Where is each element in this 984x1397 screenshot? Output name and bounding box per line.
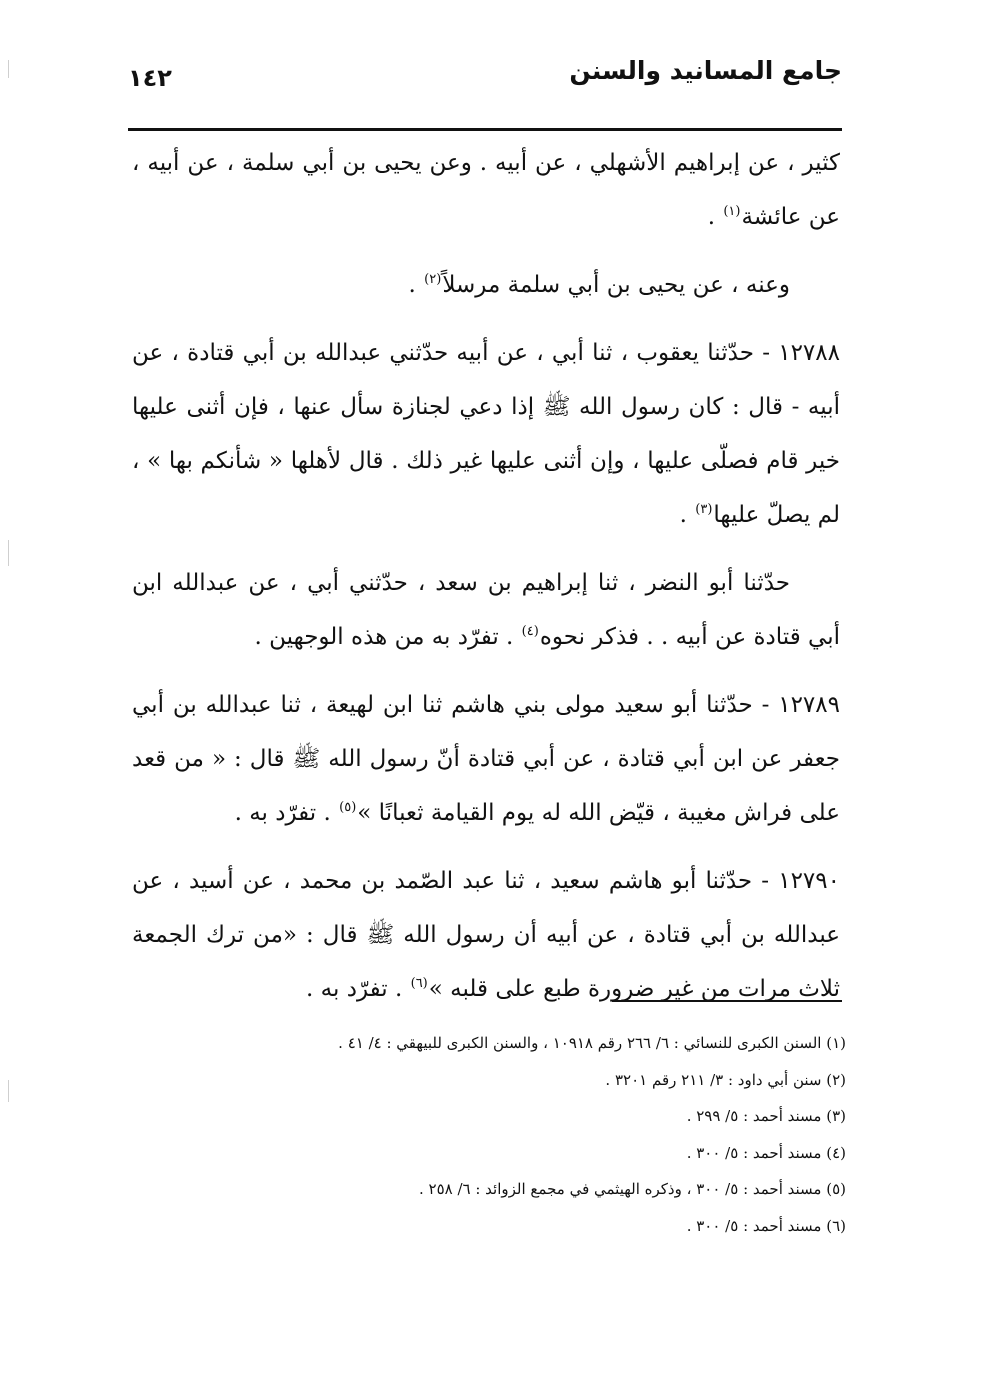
footnote: (٤) مسند أحمد : ٥/ ٣٠٠ . (686, 1143, 846, 1162)
footnotes (186, 1025, 846, 1245)
page-header (128, 52, 842, 116)
paragraph-tail: . تفرّد به من هذه الوجهين . (254, 624, 521, 650)
scan-margin-mark (8, 1080, 9, 1102)
footnote-ref: (٥) (339, 800, 357, 816)
paragraph-text: ١٢٧٩٠ - حدّثنا أبو هاشم سعيد ، ثنا عبد الصّمد بن محمد ، عن أسيد ، عن عبدالله بن أبي قتادة ، عن أبيه أن رسول الله ﷺ قال : «من ترك الجمعة ثلاث مرات من غير ضرورة طبع على قلبه » (132, 868, 840, 1002)
footnote: (١) السنن الكبرى للنسائي : ٦/ ٢٦٦ رقم ١٠٩١٨ ، والسنن الكبرى للبيهقي : ٤/ ٤١ . (338, 1034, 846, 1052)
hadith-12788 (132, 326, 840, 542)
paragraph-tail: . (707, 204, 723, 230)
paragraph-tail: . تفرّد به . (306, 976, 410, 1002)
footnote: (٣) مسند أحمد : ٥/ ٢٩٩ . (686, 1107, 846, 1126)
paragraph (132, 136, 840, 244)
paragraph-text: ١٢٧٨٨ - حدّثنا يعقوب ، ثنا أبي ، عن أبيه حدّثني عبدالله بن أبي قتادة ، عن أبيه - قال : كان رسول الله ﷺ إذا دعي لجنازة سأل عنها ، فإن أثنى عليها خير قام فصلّى عليها ، وإن أثنى عليها غير ذلك . قال لأهلها « شأنكم بها » ، لم يصلّ عليها (132, 340, 840, 528)
scan-margin-mark (8, 540, 9, 566)
footnote: (٦) مسند أحمد : ٥/ ٣٠٠ . (686, 1216, 846, 1235)
paragraph-tail: . تفرّد به . (234, 800, 339, 826)
footnote-ref: (٣) (695, 502, 713, 518)
footnote-separator (612, 1000, 842, 1002)
paragraph-text: ١٢٧٨٩ - حدّثنا أبو سعيد مولى بني هاشم ثنا ابن لهيعة ، ثنا عبدالله بن أبي جعفر عن ابن أبي قتادة ، عن أبي قتادة أنّ رسول الله ﷺ قال : « من قعد على فراش مغيبة ، قيّض الله له يوم القيامة ثعبانًا » (132, 692, 840, 826)
footnote-ref: (١) (723, 204, 741, 220)
footnote: (٢) سنن أبي داود : ٣/ ٢١١ رقم ٣٢٠١ . (605, 1070, 846, 1089)
hadith-12789 (132, 678, 840, 840)
footnote-ref: (٦) (410, 976, 428, 992)
footnote-ref: (٢) (424, 272, 442, 288)
paragraph (132, 556, 840, 664)
scan-margin-mark (8, 60, 9, 78)
footnote-ref: (٤) (521, 624, 539, 640)
header-rule (128, 128, 842, 131)
running-title: جامع المسانيد والسنن (569, 56, 842, 85)
footnote: (٥) مسند أحمد : ٥/ ٣٠٠ ، وذكره الهيثمي في مجمع الزوائد : ٦/ ٢٥٨ . (418, 1180, 846, 1199)
paragraph-tail: . (679, 502, 695, 528)
paragraph-text: وعنه ، عن يحيى بن أبي سلمة مرسلاً (442, 272, 790, 298)
page-number: ١٤٢ (128, 64, 172, 92)
paragraph-text: كثير ، عن إبراهيم الأشهلي ، عن أبيه . وعن يحيى بن أبي سلمة ، عن أبيه ، عن عائشة (132, 150, 840, 230)
main-text (132, 136, 840, 1030)
paragraph (132, 258, 840, 312)
paragraph-tail: . (408, 272, 424, 298)
paragraph-text: حدّثنا أبو النضر ، ثنا إبراهيم بن سعد ، حدّثني أبي ، عن عبدالله ابن أبي قتادة عن أبيه . . فذكر نحوه (132, 570, 840, 650)
hadith-12790 (132, 854, 840, 1016)
